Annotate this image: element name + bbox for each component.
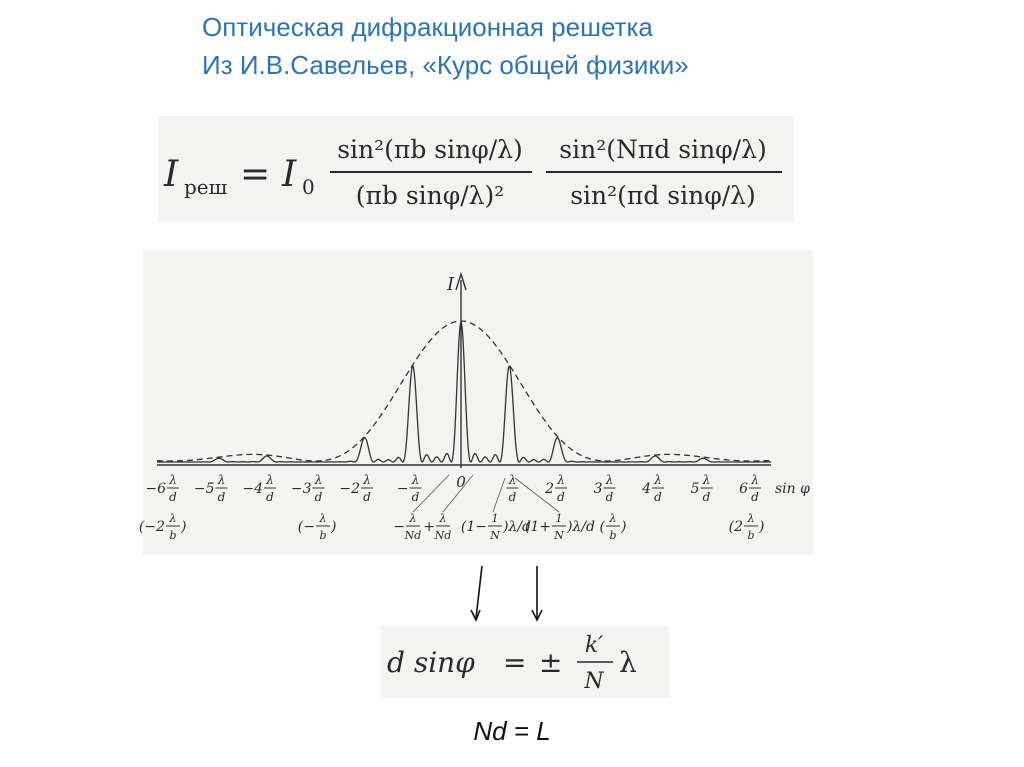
svg-text:(2: (2	[728, 519, 743, 535]
tick-label-6	[739, 473, 761, 504]
fraction1-denominator: (πb sinφ/λ)²	[355, 181, 505, 210]
intensity-formula	[158, 116, 794, 222]
svg-text:λ: λ	[747, 512, 755, 525]
svg-text:(: (	[599, 519, 605, 535]
svg-text:d: d	[314, 490, 323, 504]
tick-label-5	[691, 473, 713, 504]
svg-text:Nd: Nd	[434, 529, 452, 542]
svg-text:λ: λ	[314, 473, 323, 487]
svg-text:−2: −2	[339, 481, 360, 497]
maxima-lhs: d sinφ	[387, 646, 475, 679]
maxima-denominator: N	[584, 669, 604, 694]
svg-text:1: 1	[491, 512, 499, 525]
formula-lhs-symbol: I	[164, 154, 179, 195]
svg-text:1: 1	[555, 512, 563, 525]
formula-lhs-subscript: реш	[184, 175, 228, 199]
svg-text:−: −	[396, 481, 409, 497]
tick-label-m2	[339, 473, 373, 504]
svg-text:d: d	[508, 490, 517, 504]
svg-text:d: d	[411, 490, 420, 504]
tick-label-m4	[242, 473, 276, 504]
lower-label-2	[298, 512, 337, 542]
svg-text:+: +	[423, 519, 435, 535]
grating-intensity-curve	[157, 322, 771, 462]
svg-text:−3: −3	[290, 481, 312, 497]
title-line-2: Из И.В.Савельев, «Курс общей физики»	[202, 50, 689, 80]
lower-label-4	[423, 512, 451, 542]
svg-text:(−2: (−2	[138, 519, 165, 535]
fraction2-numerator: sin²(Nπd sinφ/λ)	[559, 135, 767, 164]
footer-relation: Nd = L	[473, 716, 551, 746]
svg-text:d: d	[363, 490, 371, 504]
lower-label-6	[525, 512, 595, 542]
lower-label-5	[461, 512, 531, 542]
maxima-lambda: λ	[619, 646, 637, 679]
tick-label-m1	[397, 473, 422, 504]
svg-text:λ: λ	[363, 473, 371, 487]
svg-text:λ: λ	[411, 473, 420, 487]
svg-text:)λ/d: )λ/d	[567, 519, 596, 535]
arrows-to-formula	[460, 562, 560, 628]
lower-label-7	[600, 512, 627, 542]
svg-text:b: b	[609, 529, 617, 542]
maxima-plus-minus: ±	[539, 646, 563, 679]
slide-title	[202, 8, 689, 84]
svg-text:N: N	[490, 529, 500, 542]
svg-text:): )	[621, 519, 627, 535]
svg-text:−: −	[393, 519, 405, 535]
svg-text:): )	[759, 519, 765, 535]
svg-text:λ: λ	[508, 473, 517, 487]
tick-label-m5	[194, 473, 228, 504]
svg-text:λ: λ	[609, 512, 617, 525]
label-guide-lines	[413, 475, 559, 512]
svg-text:b: b	[169, 529, 177, 542]
svg-text:d: d	[169, 490, 177, 504]
svg-text:d: d	[702, 490, 711, 504]
maxima-numerator: k′	[584, 633, 604, 658]
svg-text:b: b	[747, 529, 755, 542]
svg-text:λ: λ	[654, 473, 662, 487]
x-axis-label: sin φ	[775, 481, 810, 497]
tick-label-m3	[291, 473, 325, 504]
formula-equals: =	[240, 154, 271, 195]
svg-text:0: 0	[456, 473, 466, 491]
formula-i0-subscript: 0	[302, 175, 315, 199]
lower-label-8	[729, 512, 765, 542]
svg-text:Nd: Nd	[404, 529, 422, 542]
y-axis-label: I	[447, 274, 455, 295]
tick-label-m6	[145, 473, 179, 504]
svg-text:(−: (−	[297, 519, 315, 535]
fraction2-denominator: sin²(πd sinφ/λ)	[570, 181, 756, 210]
svg-text:(1−: (1−	[460, 519, 487, 535]
svg-text:d: d	[751, 490, 759, 504]
maxima-equals: =	[503, 646, 527, 679]
svg-text:): )	[181, 519, 187, 535]
fraction1-numerator: sin²(πb sinφ/λ)	[337, 135, 523, 164]
svg-text:−6: −6	[145, 481, 166, 497]
svg-text:λ: λ	[169, 512, 177, 525]
svg-text:d: d	[654, 490, 662, 504]
svg-text:5: 5	[690, 481, 700, 497]
tick-label-4	[641, 473, 664, 504]
svg-text:(1+: (1+	[524, 519, 551, 535]
svg-text:λ: λ	[751, 473, 759, 487]
svg-text:6: 6	[739, 481, 748, 497]
svg-text:λ: λ	[217, 473, 226, 487]
svg-text:λ: λ	[702, 473, 711, 487]
left-arrow-head	[471, 610, 480, 620]
svg-text:N: N	[554, 529, 564, 542]
svg-text:λ: λ	[169, 473, 177, 487]
svg-text:): )	[331, 519, 337, 535]
svg-text:λ: λ	[409, 512, 417, 525]
maxima-formula	[381, 626, 669, 698]
svg-text:λ: λ	[266, 473, 274, 487]
svg-text:2: 2	[545, 481, 554, 497]
svg-text:3: 3	[593, 481, 603, 497]
svg-text:λ: λ	[605, 473, 614, 487]
lower-label-3	[393, 512, 421, 542]
tick-label-2	[544, 473, 567, 504]
lower-labels	[139, 512, 765, 542]
svg-text:b: b	[319, 529, 327, 542]
single-slit-envelope	[157, 321, 771, 461]
formula-i0-symbol: I	[282, 154, 297, 195]
svg-text:d: d	[266, 490, 274, 504]
svg-text:d: d	[557, 490, 565, 504]
tick-label-1	[507, 473, 519, 504]
svg-text:λ: λ	[319, 512, 327, 525]
svg-text:λ: λ	[439, 512, 447, 525]
lower-label-1	[139, 512, 187, 542]
svg-text:)λ/d: )λ/d	[503, 519, 532, 535]
svg-text:d: d	[217, 490, 226, 504]
svg-text:4: 4	[642, 481, 651, 497]
svg-text:−5: −5	[193, 481, 215, 497]
diffraction-pattern-figure	[138, 250, 813, 555]
svg-text:λ: λ	[557, 473, 565, 487]
svg-text:−4: −4	[242, 481, 263, 497]
svg-text:d: d	[605, 490, 614, 504]
left-arrow	[476, 566, 482, 618]
tick-label-3	[594, 473, 616, 504]
tick-label-0	[456, 473, 466, 491]
title-line-1: Оптическая дифракционная решетка	[202, 12, 653, 42]
